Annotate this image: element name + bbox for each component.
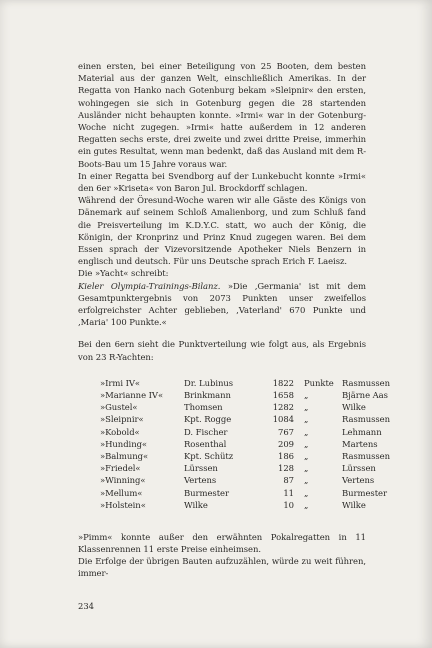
points-value: 209: [278, 438, 294, 449]
owner-name: Brinkmann: [184, 390, 231, 401]
owner-name: Wilke: [184, 499, 208, 510]
points-value: 87: [283, 475, 294, 486]
paragraph: »Pimm« konnte außer den erwähnten Pokalregatten in 11 Klassenrennen 11 erste Preise einheimsen.: [78, 531, 366, 555]
paragraph: In einer Regatta bei Svendborg auf der Lunkebucht konnte »Irmi« den 6er »Kriseta« von Baron Jul. Brockdorff schlagen.: [78, 170, 366, 194]
owner-name: Dr. Lubinus: [184, 377, 234, 388]
builder-name: Martens: [342, 438, 378, 449]
builder-name: Rasmussen: [342, 414, 390, 425]
builder-name: Bjärne Aas: [342, 390, 388, 401]
points-unit: „: [304, 475, 309, 486]
quote-source: Kieler Olympia-Trainings-Bilanz.: [78, 280, 221, 291]
boat-name: »Kobold«: [100, 426, 140, 437]
table-row: [78, 462, 376, 474]
boat-name: »Friedel«: [100, 463, 141, 474]
table-row: [78, 450, 390, 462]
points-value: 1282: [272, 402, 294, 413]
table-intro: Bei den 6ern sieht die Punktverteilung wie folgt aus, als Ergebnis von 23 R-Yachten:: [78, 339, 366, 362]
owner-name: Vertens: [184, 475, 217, 486]
spacer: [78, 328, 366, 338]
table-row: [78, 499, 366, 511]
points-unit: „: [304, 390, 309, 401]
points-unit: „: [304, 426, 309, 437]
points-unit: „: [304, 438, 309, 449]
table-row: [78, 377, 390, 389]
points-value: 767: [278, 426, 294, 437]
boat-name: »Mellum«: [100, 487, 143, 498]
points-unit: „: [304, 487, 309, 498]
points-value: 1822: [272, 377, 294, 388]
builder-name: Lürssen: [342, 463, 376, 474]
table-row: [78, 389, 388, 401]
owner-name: Thomsen: [184, 402, 223, 413]
points-value: 128: [278, 463, 294, 474]
paragraph: Die »Yacht« schreibt:: [78, 268, 169, 279]
points-table: [78, 367, 390, 525]
points-value: 1658: [272, 390, 294, 401]
points-unit: „: [304, 463, 309, 474]
boat-name: »Marianne IV«: [100, 390, 164, 401]
builder-name: Wilke: [342, 402, 366, 413]
boat-name: »Holstein«: [100, 499, 146, 510]
points-value: 11: [283, 487, 294, 498]
body-text: [78, 60, 390, 580]
points-unit: „: [304, 402, 309, 413]
boat-name: »Balmung«: [100, 451, 149, 462]
quote-paragraph: [78, 280, 366, 329]
points-value: 1084: [272, 414, 294, 425]
builder-name: Lehmann: [342, 426, 382, 437]
table-row: [78, 401, 366, 413]
builder-name: Rasmussen: [342, 451, 390, 462]
boat-name: »Winning«: [100, 475, 146, 486]
owner-name: Kpt. Rogge: [184, 414, 232, 425]
points-value: 10: [283, 499, 294, 510]
paragraph: Während der Öresund-Woche waren wir alle Gäste des Königs von Dänemark auf seinem Schloß Amalienborg, und zum Schluß fand die Preisverteilung im K.D.Y.C. statt, wo auch der König, die Königin, der Kronprinz und Prinz Knud zugegen waren. Bei dem Essen sprach der Vizevorsitzende Apotheker Niels Benzern in englisch und deutsch. Für uns Deutsche sprach Erich F. Laeisz.: [78, 195, 366, 267]
table-row: [78, 474, 375, 486]
points-unit: Punkte: [304, 377, 334, 388]
boat-name: »Sleipnir«: [100, 414, 144, 425]
builder-name: Vertens: [342, 475, 375, 486]
builder-name: Wilke: [342, 499, 366, 510]
boat-name: »Irmi IV«: [100, 377, 141, 388]
owner-name: D. Fischer: [184, 426, 228, 437]
owner-name: Kpt. Schütz: [184, 451, 234, 462]
table-row: [78, 426, 382, 438]
points-unit: „: [304, 451, 309, 462]
paragraph: Die Erfolge der übrigen Bauten aufzuzählen, würde zu weit führen, immer-: [78, 556, 366, 579]
table-row: [78, 438, 378, 450]
page-number: 234: [78, 601, 94, 611]
owner-name: Rosenthal: [184, 438, 227, 449]
table-row: [78, 487, 387, 499]
points-value: 186: [278, 451, 294, 462]
points-unit: „: [304, 414, 309, 425]
quote-text: »Die ‚Germania' ist mit dem Gesamtpunktergebnis von 2073 Punkten unser zweifellos erfolgreichster Achter geblieben, ‚Vaterland' 670 Punkte und ‚Maria' 100 Punkte.«: [78, 280, 366, 328]
owner-name: Burmester: [184, 487, 229, 498]
table-row: [78, 413, 390, 425]
boat-name: »Gustel«: [100, 402, 138, 413]
boat-name: »Hunding«: [100, 438, 148, 449]
points-unit: „: [304, 499, 309, 510]
builder-name: Rasmussen: [342, 377, 390, 388]
builder-name: Burmester: [342, 487, 387, 498]
owner-name: Lürssen: [184, 463, 218, 474]
paragraph: einen ersten, bei einer Beteiligung von 25 Booten, dem besten Material aus der ganzen Welt, einschließlich Amerikas. In der Regatta von Hanko nach Gotenburg bekam »Sleipnir« den ersten, wohingegen sie sich in Gotenburg gegen die 28 startenden Ausländer nicht behaupten konnte. »Irmi« war in der Gotenburg-Woche nicht zugegen. »Irmi« hatte außerdem in 12 anderen Regatten sechs erste, drei zweite und zwei dritte Preise, immerhin ein gutes Resultat, wenn man bedenkt, daß das Ausland mit dem R-Boots-Bau um 15 Jahre voraus war.: [78, 61, 366, 169]
